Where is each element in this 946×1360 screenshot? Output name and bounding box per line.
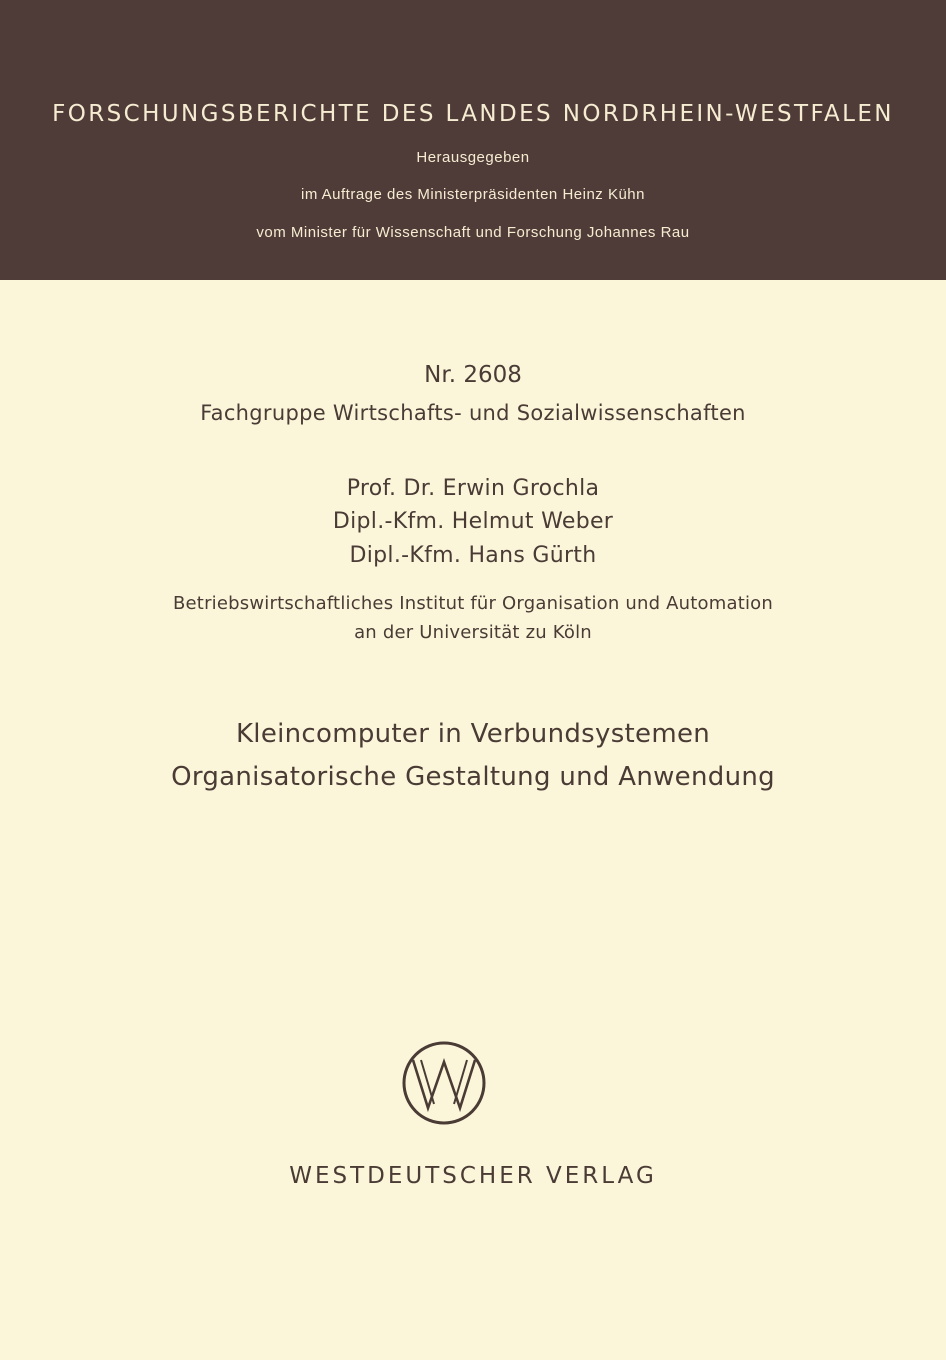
subject-group: Fachgruppe Wirtschafts- und Sozialwissenschaften xyxy=(200,401,746,425)
publisher-note-line-3: vom Minister für Wissenschaft und Forschung Johannes Rau xyxy=(256,224,690,241)
publisher-note-line-2: im Auftrage des Ministerpräsidenten Heinz Kühn xyxy=(300,186,645,203)
author-1: Prof. Dr. Erwin Grochla xyxy=(346,476,600,501)
report-number: Nr. 2608 xyxy=(424,362,522,388)
title-line-2: Organisatorische Gestaltung und Anwendung xyxy=(171,762,775,792)
publisher-note-line-1: Herausgegeben xyxy=(416,149,530,166)
wv-circle-logo-icon xyxy=(401,1040,487,1126)
institute-line-1: Betriebswirtschaftliches Institut für Organisation und Automation xyxy=(172,593,773,614)
series-title: FORSCHUNGSBERICHTE DES LANDES NORDRHEIN-WESTFALEN xyxy=(52,101,894,127)
institute-line-2: an der Universität zu Köln xyxy=(354,622,592,643)
author-3: Dipl.-Kfm. Hans Gürth xyxy=(349,543,597,568)
author-2: Dipl.-Kfm. Helmut Weber xyxy=(332,509,614,534)
title-line-1: Kleincomputer in Verbundsystemen xyxy=(235,719,711,749)
publisher-name: WESTDEUTSCHER VERLAG xyxy=(289,1163,657,1189)
header-band xyxy=(0,0,946,280)
